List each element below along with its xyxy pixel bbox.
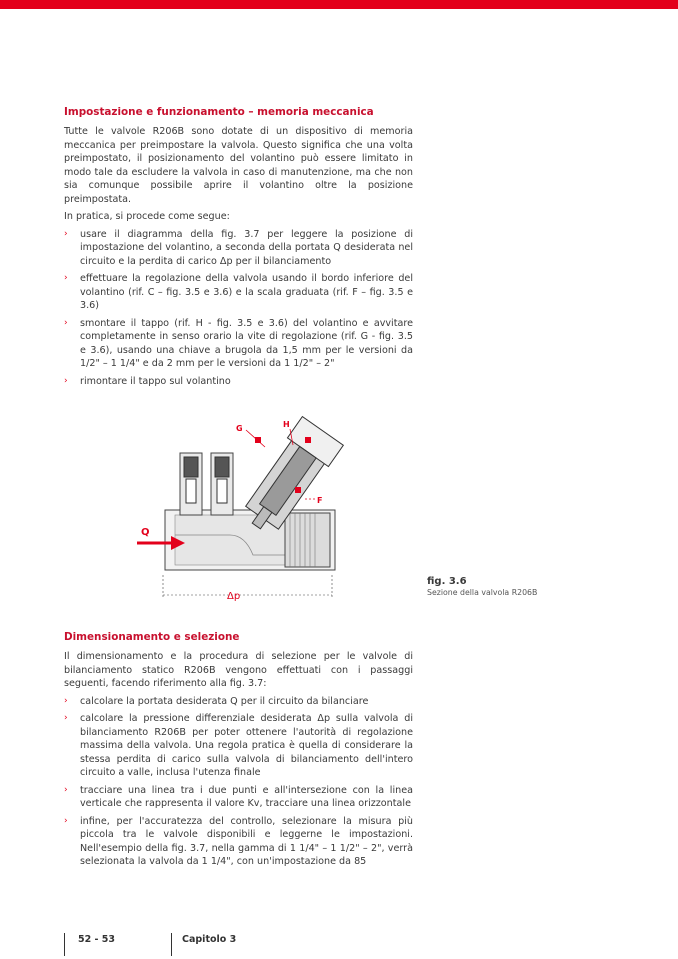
label-g: G <box>236 424 243 433</box>
list-item: › tracciare una linea tra i due punti e all'intersezione con la linea verticale che rappresenta il valore Kv, tracciare una linea orizzontale <box>64 784 413 809</box>
chevron-right-icon: › <box>64 317 68 328</box>
figure-description: Sezione della valvola R206B <box>427 588 538 597</box>
label-q: Q <box>141 527 150 538</box>
list-item: › rimontare il tappo sul volantino <box>64 375 231 387</box>
label-h: H <box>283 420 290 429</box>
chevron-right-icon: › <box>64 784 68 795</box>
list-item: › usare il diagramma della fig. 3.7 per leggere la posizione di impostazione del volantino, a seconda della portata Q desiderata nel circuito e la perdita di carico Δp per il bilanciamento <box>64 228 413 267</box>
section-lead: In pratica, si procede come segue: <box>64 211 230 222</box>
test-point-left <box>180 453 202 515</box>
valve-section-figure <box>135 415 365 605</box>
chapter-label: Capitolo 3 <box>182 934 237 945</box>
page-numbers: 52 - 53 <box>78 934 115 945</box>
steps-list <box>64 695 413 869</box>
section-heading: Dimensionamento e selezione <box>64 631 240 643</box>
test-point-right <box>211 453 233 515</box>
chevron-right-icon: › <box>64 815 68 826</box>
footer-divider <box>171 933 172 956</box>
footer-divider <box>64 933 65 956</box>
page-footer <box>0 930 678 956</box>
list-item: › calcolare la portata desiderata Q per il circuito da bilanciare <box>64 695 369 707</box>
chevron-right-icon: › <box>64 228 68 239</box>
steps-list <box>64 228 413 389</box>
chevron-right-icon: › <box>64 713 68 723</box>
label-f: F <box>317 496 323 505</box>
list-item: › effettuare la regolazione della valvola usando il bordo inferiore del volantino (rif. C – fig. 3.5 e 3.6) e la scala graduata (rif. F – fig. 3.5 e 3.6) <box>64 273 413 311</box>
chevron-right-icon: › <box>64 273 68 283</box>
figure-caption <box>427 575 537 598</box>
label-delta-p: Δp <box>227 591 241 602</box>
section-intro: Tutte le valvole R206B sono dotate di un dispositivo di memoria meccanica per preimpostare la valvola. Questo significa che una volta preimpostato, il posizionamento del volantino può essere limitato in modo tale da escludere la valvola in caso di manutenzione, ma che non sia comunque possibile aprire il volantino oltre la posizione preimpostata. <box>64 126 413 205</box>
section-dimensionamento <box>64 631 413 873</box>
figure-title: fig. 3.6 <box>427 576 467 587</box>
list-item: › smontare il tappo (rif. H - fig. 3.5 e 3.6) del volantino e avvitare completamente in senso orario la vite di regolazione (rif. G - fig. 3.5 e 3.6), usando una chiave a brugola da 1,5 mm per le versioni da 1/2" – 1 1/4" e da 2 mm per le versioni da 1 1/2" – 2" <box>64 317 413 369</box>
list-item: › calcolare la pressione differenziale desiderata Δp sulla valvola di bilanciamento R206B per poter ottenere l'autorità di regolazione massima della valvola. Una regola pratica è quella di considerare la stessa perdita di carico sulla valvola di bilanciamento dell'intero circuito a valle, inclusa l'utenza finale <box>64 713 413 778</box>
chevron-right-icon: › <box>64 375 68 386</box>
top-accent-bar <box>0 0 678 9</box>
valve-section-drawing <box>135 415 365 605</box>
section-memoria-meccanica <box>64 106 413 392</box>
section-intro: Il dimensionamento e la procedura di selezione per le valvole di bilanciamento statico R206B vengono effettuati con i passaggi seguenti, facendo riferimento alla fig. 3.7: <box>64 651 413 689</box>
section-heading: Impostazione e funzionamento – memoria meccanica <box>64 106 374 118</box>
list-item: › infine, per l'accuratezza del controllo, selezionare la misura più piccola tra le valvole disponibili e leggerne le impostazioni. Nell'esempio della fig. 3.7, nella gamma di 1 1/4" – 1 1/2" – 2", verrà selezionata la valvola da 1 1/4", con un'impostazione da 85 <box>64 815 413 867</box>
chevron-right-icon: › <box>64 695 68 706</box>
